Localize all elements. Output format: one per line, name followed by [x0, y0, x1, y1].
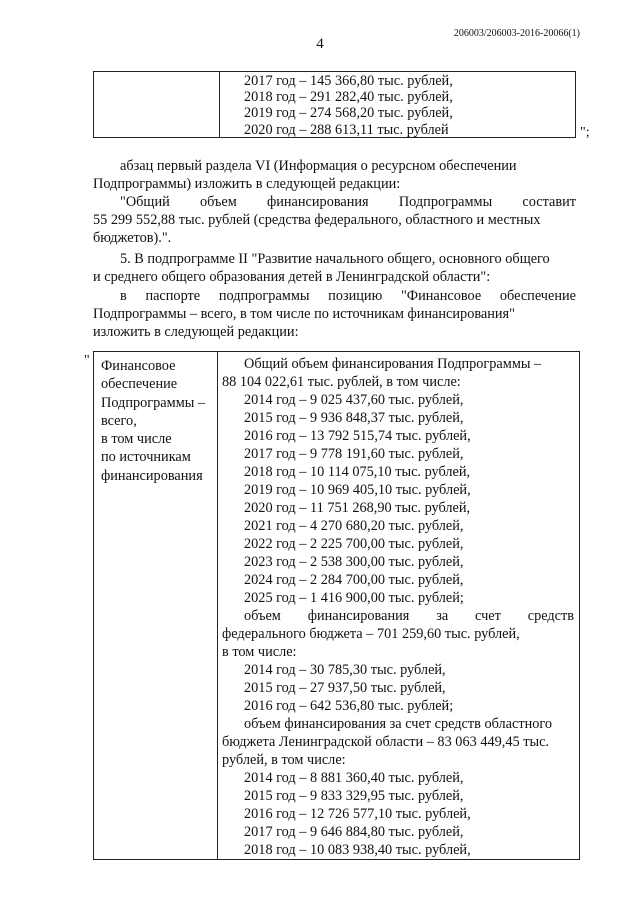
list-item: 2015 год – 9 833 329,95 тыс. рублей, [244, 788, 464, 804]
regional-funding-line: объем финансирования за счет средств областного [244, 716, 553, 732]
paragraph-line: и среднего общего образования детей в Ленинградской области": [93, 269, 491, 285]
list-item: 2020 год – 288 613,11 тыс. рублей [244, 121, 449, 138]
label-line: обеспечение [101, 376, 178, 393]
federal-funding-line: объем финансирования за счет средств [244, 608, 574, 624]
list-item: 2018 год – 10 114 075,10 тыс. рублей, [244, 464, 471, 480]
list-item: 2019 год – 10 969 405,10 тыс. рублей, [244, 482, 471, 498]
list-item: 2017 год – 9 778 191,60 тыс. рублей, [244, 446, 464, 462]
list-item: 2015 год – 27 937,50 тыс. рублей, [244, 680, 446, 696]
list-item: 2014 год – 8 881 360,40 тыс. рублей, [244, 770, 464, 786]
table-column-divider [219, 72, 220, 137]
regional-funding-line: рублей, в том числе: [222, 752, 346, 768]
label-line: Подпрограммы – [101, 394, 206, 411]
list-item: 2021 год – 4 270 680,20 тыс. рублей, [244, 518, 464, 534]
paragraph-line: абзац первый раздела VI (Информация о ресурсном обеспечении [120, 158, 517, 174]
list-item: 2016 год – 13 792 515,74 тыс. рублей, [244, 428, 471, 444]
list-item: 2017 год – 9 646 884,80 тыс. рублей, [244, 824, 464, 840]
funding-years-list [244, 73, 453, 138]
paragraph-line: 55 299 552,88 тыс. рублей (средства федерального, областного и местных [93, 212, 541, 228]
label-line: финансирования [101, 467, 203, 484]
list-item: 2022 год – 2 225 700,00 тыс. рублей, [244, 536, 464, 552]
list-item: 2018 год – 10 083 938,40 тыс. рублей, [244, 842, 471, 858]
total-funding-line: 88 104 022,61 тыс. рублей, в том числе: [222, 374, 461, 390]
list-item: 2018 год – 291 282,40 тыс. рублей, [244, 89, 453, 106]
document-id: 206003/206003-2016-20066(1) [453, 28, 580, 39]
list-item: 2019 год – 274 568,20 тыс. рублей, [244, 105, 453, 122]
list-item: 2016 год – 12 726 577,10 тыс. рублей, [244, 806, 471, 822]
total-funding-line: Общий объем финансирования Подпрограммы – [244, 356, 542, 372]
label-line: по источникам [101, 449, 191, 466]
label-line: всего, [101, 412, 137, 429]
label-line: в том числе [101, 431, 172, 448]
paragraph-line: в паспорте подпрограммы позицию "Финансовое обеспечение [120, 288, 576, 304]
federal-funding-line: федерального бюджета – 701 259,60 тыс. рублей, [222, 626, 520, 642]
funding-table-continuation [93, 71, 576, 138]
federal-funding-line: в том числе: [222, 644, 297, 660]
list-item: 2020 год – 11 751 268,90 тыс. рублей, [244, 500, 471, 516]
opening-quote-mark: " [84, 353, 90, 368]
table-row-label [101, 357, 205, 485]
paragraph-line: бюджетов).". [93, 230, 172, 246]
closing-quote-mark: "; [580, 125, 590, 140]
paragraph-line: изложить в следующей редакции: [93, 324, 299, 340]
regional-funding-line: бюджета Ленинградской области – 83 063 449,45 тыс. [222, 734, 549, 750]
list-item: 2014 год – 30 785,30 тыс. рублей, [244, 662, 446, 678]
paragraph-line: Подпрограммы – всего, в том числе по источникам финансирования" [93, 306, 515, 322]
list-item: 2016 год – 642 536,80 тыс. рублей; [244, 698, 454, 714]
list-item: 2023 год – 2 538 300,00 тыс. рублей, [244, 554, 464, 570]
paragraph-line: 5. В подпрограмме II "Развитие начального общего, основного общего [120, 251, 550, 267]
list-item: 2025 год – 1 416 900,00 тыс. рублей; [244, 590, 464, 606]
list-item: 2015 год – 9 936 848,37 тыс. рублей, [244, 410, 464, 426]
list-item: 2024 год – 2 284 700,00 тыс. рублей, [244, 572, 464, 588]
list-item: 2017 год – 145 366,80 тыс. рублей, [244, 73, 453, 89]
list-item: 2014 год – 9 025 437,60 тыс. рублей, [244, 392, 464, 408]
table-column-divider [217, 352, 218, 859]
paragraph-line: "Общий объем финансирования Подпрограммы составит [120, 194, 576, 210]
page-number: 4 [316, 36, 324, 52]
paragraph-line: Подпрограммы) изложить в следующей редакции: [93, 176, 401, 192]
label-line: Финансовое [101, 358, 176, 374]
